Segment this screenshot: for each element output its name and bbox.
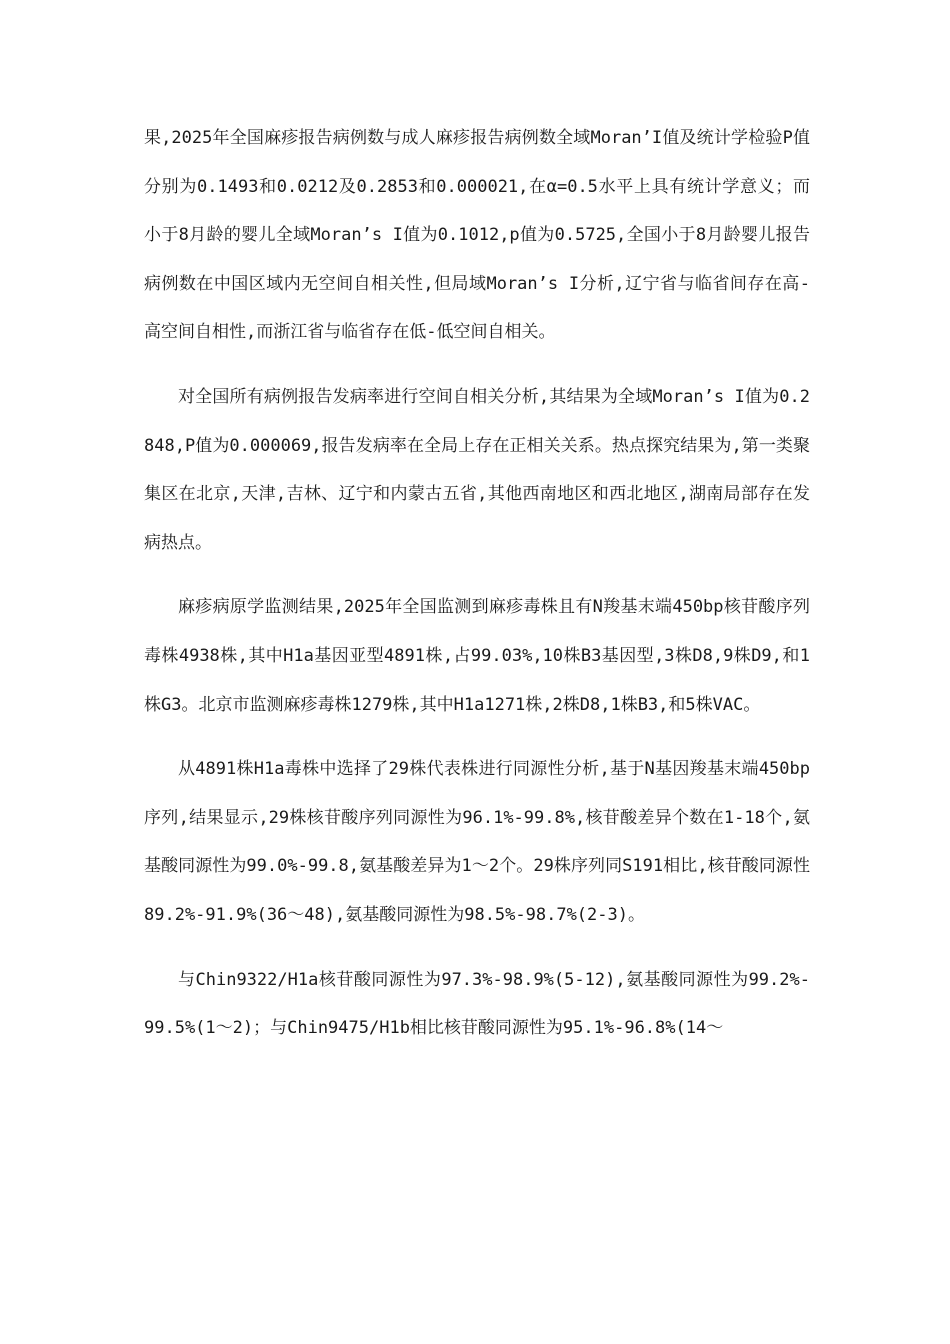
document-body bbox=[144, 114, 810, 1053]
paragraph-continuation: 果,2025年全国麻疹报告病例数与成人麻疹报告病例数全域Moran’I值及统计学检验P值分别为0.1493和0.0212及0.2853和0.000021,在α=0.5水平上具有统计学意义；而小于8月龄的婴儿全域Moran’s I值为0.1012,p值为0.5725,全国小于8月龄婴儿报告病例数在中国区域内无空间自相关性,但局域Moran’s I分析,辽宁省与临省间存在高-高空间自相性,而浙江省与临省存在低-低空间自相关。 bbox=[144, 128, 810, 343]
paragraph-spatial-autocorrelation: 对全国所有病例报告发病率进行空间自相关分析,其结果为全域Moran’s I值为0.2848,P值为0.000069,报告发病率在全局上存在正相关关系。热点探究结果为,第一类聚集区在北京,天津,吉林、辽宁和内蒙古五省,其他西南地区和西北地区,湖南局部存在发病热点。 bbox=[144, 386, 810, 553]
paragraph-pathogen-monitoring: 麻疹病原学监测结果,2025年全国监测到麻疹毒株且有N羧基末端450bp核苷酸序列毒株4938株,其中H1a基因亚型4891株,占99.03%,10株B3基因型,3株D8,9株D9,和1株G3。北京市监测麻疹毒株1279株,其中H1a1271株,2株D8,1株B3,和5株VAC。 bbox=[144, 597, 810, 715]
paragraph-reference-comparison: 与Chin9322/H1a核苷酸同源性为97.3%-98.9%(5-12),氨基酸同源性为99.2%-99.5%(1～2)；与Chin9475/H1b相比核苷酸同源性为95.1%-96.8%(14～ bbox=[144, 969, 810, 1039]
paragraph-homology-analysis: 从4891株H1a毒株中选择了29株代表株进行同源性分析,基于N基因羧基末端450bp序列,结果显示,29株核苷酸序列同源性为96.1%-99.8%,核苷酸差异个数在1-18个,氨基酸同源性为99.0%-99.8,氨基酸差异为1～2个。29株序列同S191相比,核苷酸同源性89.2%-91.9%(36～48),氨基酸同源性为98.5%-98.7%(2-3)。 bbox=[144, 759, 810, 925]
